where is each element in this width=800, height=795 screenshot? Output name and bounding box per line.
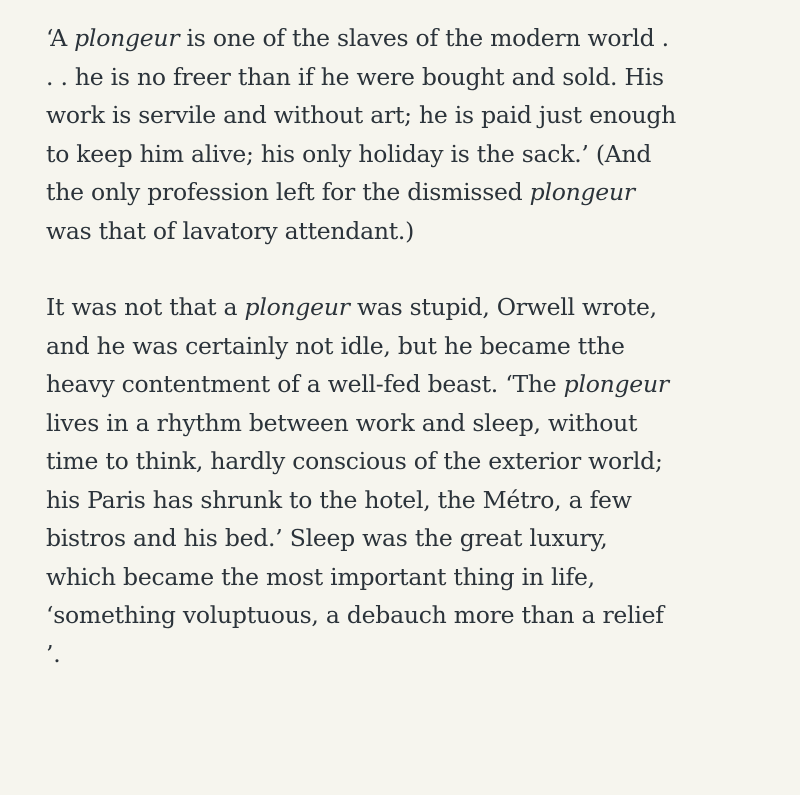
text-run: was stupid, Orwell wrote,: [349, 293, 657, 321]
text-run: his Paris has shrunk to the hotel, the Métro, a few: [46, 485, 632, 514]
text-line: [46, 58, 786, 97]
text-run: lives in a rhythm between work and sleep, without: [46, 408, 638, 437]
text-run: which became the most important thing in life,: [46, 562, 595, 591]
text-line: [46, 327, 786, 366]
article-body: [46, 19, 786, 711]
text-line: [46, 519, 786, 558]
text-line: [46, 173, 786, 212]
paragraph-2: [46, 288, 786, 673]
text-run: heavy contentment of a well-fed beast. ‘The: [46, 370, 564, 398]
text-line: [46, 404, 786, 443]
italic-term: plongeur: [244, 293, 350, 321]
text-run: is one of the slaves of the modern world .: [179, 24, 669, 52]
text-line: [46, 596, 786, 635]
text-run: ’.: [46, 639, 61, 668]
italic-term: plongeur: [563, 370, 669, 398]
text-run: . . he is no freer than if he were bought and sold. His: [46, 62, 664, 91]
text-run: time to think, hardly conscious of the exterior world;: [46, 447, 663, 475]
text-line: [46, 19, 786, 58]
text-line: [46, 135, 786, 174]
text-run: and he was certainly not idle, but he became tthe: [46, 331, 625, 360]
text-line: [46, 212, 786, 251]
text-run: bistros and his bed.’ Sleep was the great luxury,: [46, 524, 608, 552]
text-line: [46, 481, 786, 520]
text-run: work is servile and without art; he is paid just enough: [46, 101, 677, 129]
text-line: [46, 288, 786, 327]
text-line: [46, 365, 786, 404]
text-run: the only profession left for the dismissed: [46, 178, 530, 206]
text-run: It was not that a: [46, 293, 245, 321]
text-run: ‘A: [46, 24, 75, 52]
paragraph-1: [46, 19, 786, 250]
text-line: [46, 558, 786, 597]
italic-term: plongeur: [74, 24, 180, 52]
text-run: to keep him alive; his only holiday is the sack.’ (And: [46, 139, 652, 168]
text-line: [46, 635, 786, 674]
text-run: was that of lavatory attendant.): [46, 216, 415, 245]
italic-term: plongeur: [529, 178, 635, 206]
text-line: [46, 96, 786, 135]
text-line: [46, 442, 786, 481]
text-run: ‘something voluptuous, a debauch more than a relief: [46, 601, 664, 629]
